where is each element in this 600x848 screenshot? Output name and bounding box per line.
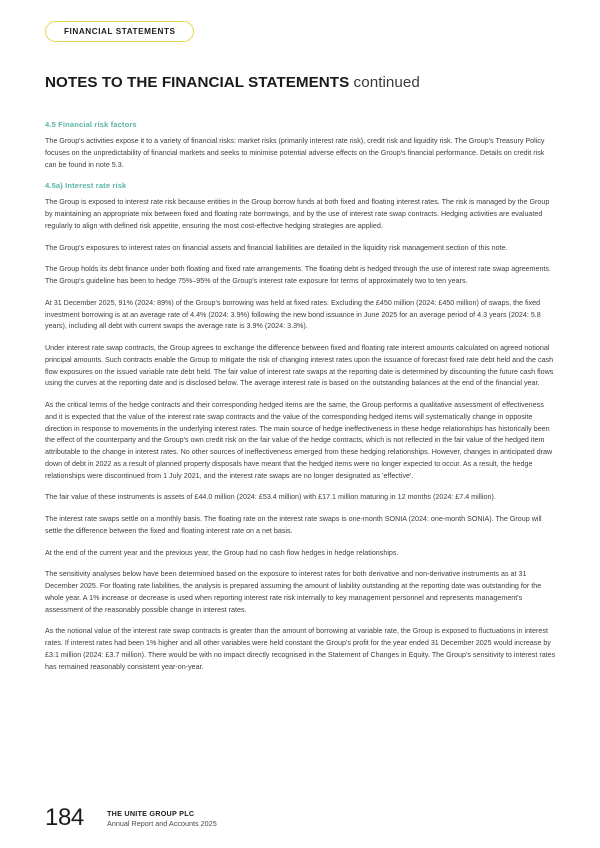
paragraph: The fair value of these instruments is assets of £44.0 million (2024: £53.4 million) with £17.1 million maturing in 12 months (2024: £7.4 million). <box>45 493 496 502</box>
footer-company-name: THE UNITE GROUP PLC <box>107 808 195 818</box>
footer-report-title: Annual Report and Accounts 2025 <box>107 819 217 828</box>
page-title <box>45 74 420 91</box>
status-badge: FINANCIAL STATEMENTS <box>45 21 194 42</box>
page-title-main: NOTES TO THE FINANCIAL STATEMENTS <box>45 74 350 91</box>
document-body <box>45 120 557 683</box>
paragraph: At 31 December 2025, 91% (2024: 89%) of the Group's borrowing was held at fixed rates. Excluding the £450 million (2024: £450 million) of swaps, the fixed investment borrowing is at an average rate of 4.4% (2024: 3.9%) following the new bond issuance in June 2025 for an average period of 4.3 years (2024: 5.8 years), including all debt with current swaps the average rate is 3.9% (2024: 3.3%). <box>45 298 541 331</box>
paragraph: The Group's activities expose it to a variety of financial risks: market risks (primarily interest rate risk), credit risk and liquidity risk. The Group's Treasury Policy focuses on the unpredictability of financial markets and seeks to minimise potential adverse effects on the Group's financial performance. Details on credit risk can be found in note 5.3. <box>45 137 545 169</box>
page-number: 184 <box>45 804 84 831</box>
paragraph: The Group is exposed to interest rate risk because entities in the Group borrow funds at both fixed and floating interest rates. The risk is managed by the Group by maintaining an appropriate mix between fixed and floating rate borrowings, and by the use of interest rate swap contracts. Hedging activities are evaluated regularly to align with defined risk appetite, ensuring the most cost-effective hedging strategies are applied. <box>45 198 550 230</box>
page-footer <box>45 806 217 830</box>
footer-meta <box>107 807 217 830</box>
section-heading-financial-risk-factors: 4.5 Financial risk factors <box>45 120 137 129</box>
paragraph: The Group's exposures to interest rates on financial assets and financial liabilities are detailed in the liquidity risk management section of this note. <box>45 243 508 252</box>
paragraph: The sensitivity analyses below have been determined based on the exposure to interest rates for both derivative and non-derivative instruments as at 31 December 2025. For floating rate liabilities, the analysis is prepared assuming the amount of liability outstanding at the reporting date was outstanding for the whole year. A 1% increase or decrease is used when reporting interest rate risk internally to key management personnel and represents management's assessment of the reasonably possible change in interest rates. <box>45 570 542 614</box>
section-badge-container <box>45 21 194 42</box>
paragraph: The interest rate swaps settle on a monthly basis. The floating rate on the interest rate swaps is one-month SONIA (2024: one-month SONIA). The Group will settle the difference between the fixed and floating interest rate on a net basis. <box>45 515 542 535</box>
paragraph: At the end of the current year and the previous year, the Group had no cash flow hedges in hedge relationships. <box>45 548 399 557</box>
page-title-continued: continued <box>349 74 420 91</box>
paragraph: The Group holds its debt finance under both floating and fixed rate arrangements. The floating debt is hedged through the use of interest rate swap agreements. The Group's guideline has been to hedge 75%–95% of the Group's interest rate exposure for terms of approximately two to ten years. <box>45 265 551 286</box>
paragraph: As the notional value of the interest rate swap contracts is greater than the amount of borrowing at variable rate, the Group is exposed to fluctuations in interest rates. If interest rates had been 1% higher and all other variables were held constant the Group's profit for the year ended 31 December 2025 would increase by £3.1 million (2024: £3.7 million). There would be with no impact directly recognised in the Statement of Changes in Equity. The Group's sensitivity to interest rates has remained reasonably consistent year-on-year. <box>45 627 556 671</box>
paragraph: Under interest rate swap contracts, the Group agrees to exchange the difference between fixed and floating rate interest amounts calculated on agreed notional principal amounts. Such contracts enable the Group to mitigate the risk of changing interest rates upon the issuance of forecast fixed rate debt held and the cash flow exposures on the issued variable rate debt held. The fair value of interest rate swaps at the reporting date is determined by discounting the future cash flows using the curves at the reporting date and is disclosed below. The average interest rate is based on the outstanding balances at the end of the financial year. <box>45 344 554 388</box>
paragraph: As the critical terms of the hedge contracts and their corresponding hedged items are the same, the Group performs a qualitative assessment of effectiveness and it is expected that the value of the interest rate swap contracts and the value of the corresponding hedged items will systematically change in opposite direction in response to movements in the underlying interest rates. The main source of hedge ineffectiveness in these hedge relationships has historically been the effect of the counterparty and the Group's own credit risk on the fair value of the hedge contracts, which is not reflected in the fair value of the hedged item attributable to the change in interest rates. No other sources of ineffectiveness emerged from these hedging relationships. However, changes in anticipated draw down of debt in 2022 as a result of planned property disposals have meant that the hedged items were no longer expected to occur. As a result, the hedge relationships were discontinued from 1 July 2021, and the interest rate swaps are no longer designated as 'effective'. <box>45 401 553 480</box>
section-heading-interest-rate-risk: 4.5a) Interest rate risk <box>45 181 127 191</box>
